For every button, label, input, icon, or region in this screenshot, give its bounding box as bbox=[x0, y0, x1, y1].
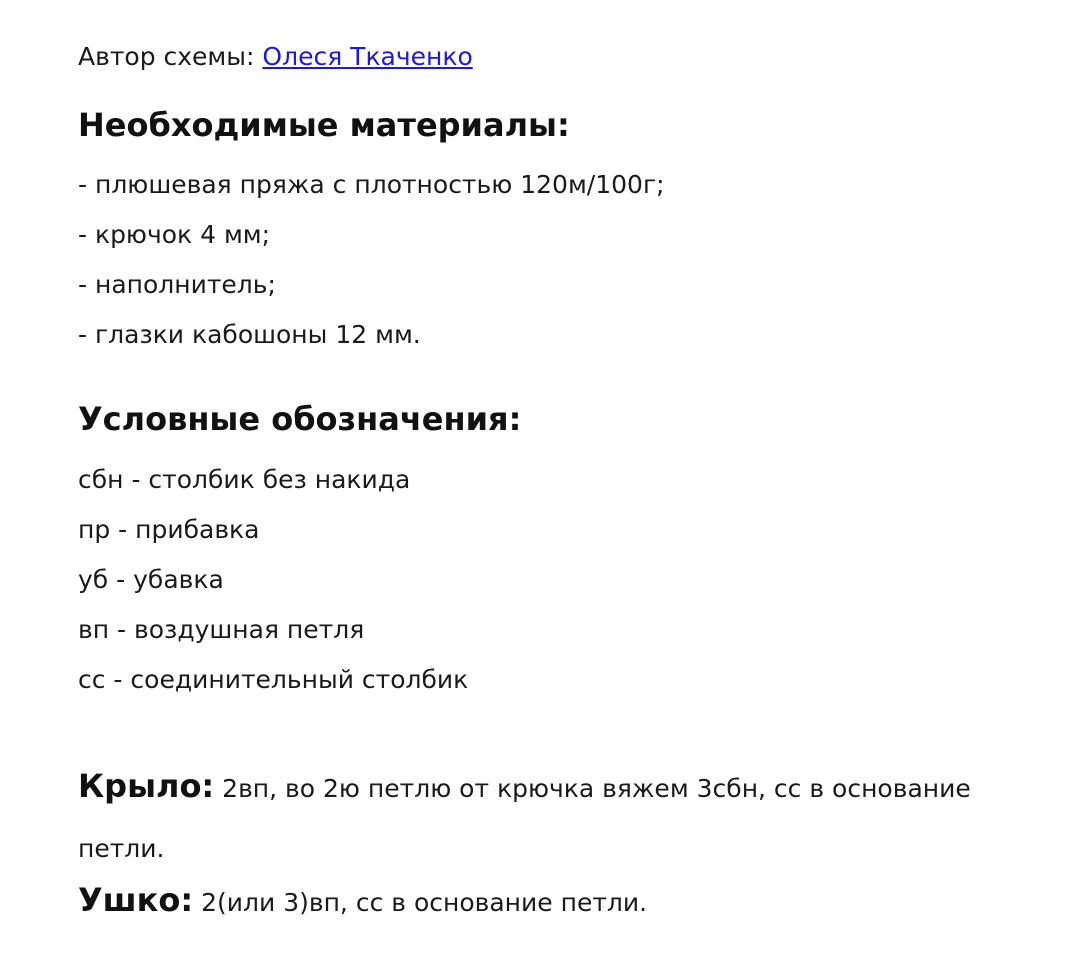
author-line bbox=[78, 42, 473, 71]
legend-item: сбн - столбик без накида bbox=[78, 465, 411, 494]
author-link[interactable]: Олеся Ткаченко bbox=[262, 42, 473, 71]
author-label: Автор схемы: bbox=[78, 42, 255, 71]
materials-item: - плюшевая пряжа с плотностью 120м/100г; bbox=[78, 170, 665, 199]
legend-item: вп - воздушная петля bbox=[78, 615, 365, 644]
materials-item: - глазки кабошоны 12 мм. bbox=[78, 320, 421, 349]
ear-text: 2(или 3)вп, сс в основание петли. bbox=[201, 888, 648, 917]
ear-paragraph bbox=[78, 870, 998, 933]
materials-heading: Необходимые материалы: bbox=[78, 106, 570, 144]
wing-text: 2вп, во 2ю петлю от крючка вяжем 3сбн, сс в основание петли. bbox=[78, 774, 971, 863]
legend-item: пр - прибавка bbox=[78, 515, 260, 544]
legend-item: уб - убавка bbox=[78, 565, 224, 594]
wing-title: Крыло: bbox=[78, 767, 215, 805]
materials-item: - наполнитель; bbox=[78, 270, 276, 299]
legend-heading: Условные обозначения: bbox=[78, 400, 522, 438]
wing-paragraph bbox=[78, 756, 998, 879]
legend-item: сс - соединительный столбик bbox=[78, 665, 469, 694]
ear-title: Ушко: bbox=[78, 881, 194, 919]
materials-item: - крючок 4 мм; bbox=[78, 220, 271, 249]
